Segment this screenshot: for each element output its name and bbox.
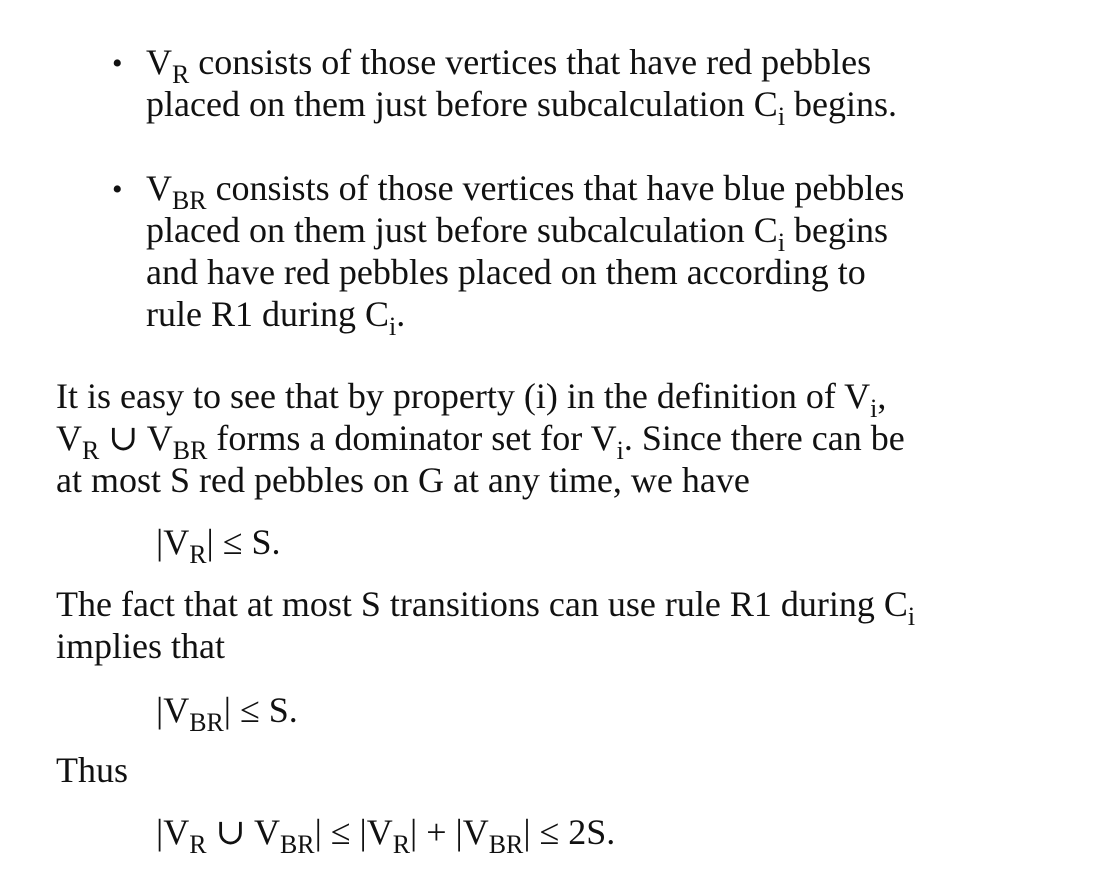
bullet-2-line-2	[146, 210, 889, 258]
text: | ≤ S.	[206, 522, 281, 562]
text: V	[146, 168, 172, 208]
bullet-2-line-4	[146, 294, 406, 342]
thus-word: Thus	[56, 750, 128, 790]
subscript: i	[777, 228, 786, 258]
para-1-line-1	[56, 376, 887, 424]
text: | ≤ S.	[223, 690, 298, 730]
subscript: i	[777, 102, 786, 132]
subscript: R	[189, 540, 207, 570]
subscript: BR	[172, 186, 207, 216]
subscript: R	[82, 436, 100, 466]
subscript: i	[870, 394, 878, 424]
text: |V	[156, 690, 190, 730]
text: begins.	[785, 84, 898, 124]
text: and have red pebbles placed on them according to	[146, 252, 866, 292]
text: forms a dominator set for V	[207, 418, 617, 458]
text: V	[56, 418, 82, 458]
subscript: BR	[280, 830, 315, 860]
subscript: i	[616, 436, 624, 466]
text: .	[396, 294, 406, 334]
bullet-1-line-2	[146, 84, 898, 132]
text: placed on them just before subcalculation C	[146, 84, 778, 124]
subscript: R	[392, 830, 411, 860]
para-2-line-1	[56, 584, 916, 632]
text: |V	[156, 812, 190, 852]
subscript: R	[172, 60, 190, 90]
text: |V	[156, 522, 190, 562]
equation-1	[156, 522, 281, 570]
subscript: BR	[189, 708, 224, 738]
bullet-1-marker: •	[112, 47, 123, 80]
text: ∪ V	[206, 812, 281, 852]
bullet-2-marker: •	[112, 173, 123, 206]
text: It is easy to see that by property (i) in the definition of V	[56, 376, 871, 416]
para-2-line-2: implies that	[56, 626, 225, 666]
text: begins	[785, 210, 889, 250]
text: | + |V	[410, 812, 489, 852]
text: ∪ V	[99, 418, 173, 458]
text: placed on them just before subcalculation C	[146, 210, 778, 250]
text: . Since there can be	[623, 418, 905, 458]
subscript: BR	[172, 436, 208, 466]
equation-2	[156, 690, 298, 738]
subscript: BR	[488, 830, 524, 860]
text: consists of those vertices that have red pebbles	[189, 42, 872, 82]
text: V	[146, 42, 172, 82]
text: rule R1 during C	[146, 294, 389, 334]
para-1-line-2	[56, 418, 905, 466]
text: ,	[877, 376, 887, 416]
para-1-line-3: at most S red pebbles on G at any time, we have	[56, 460, 750, 500]
bullet-1-line-1	[146, 42, 872, 90]
text: | ≤ |V	[314, 812, 393, 852]
subscript: R	[189, 830, 207, 860]
equation-3	[156, 812, 616, 860]
bullet-2-line-3	[146, 252, 866, 292]
text: The fact that at most S transitions can use rule R1 during C	[56, 584, 908, 624]
subscript: i	[907, 602, 916, 632]
bullet-2-line-1	[146, 168, 905, 216]
text: | ≤ 2S.	[523, 812, 616, 852]
text: consists of those vertices that have blue pebbles	[206, 168, 905, 208]
subscript: i	[388, 312, 397, 342]
